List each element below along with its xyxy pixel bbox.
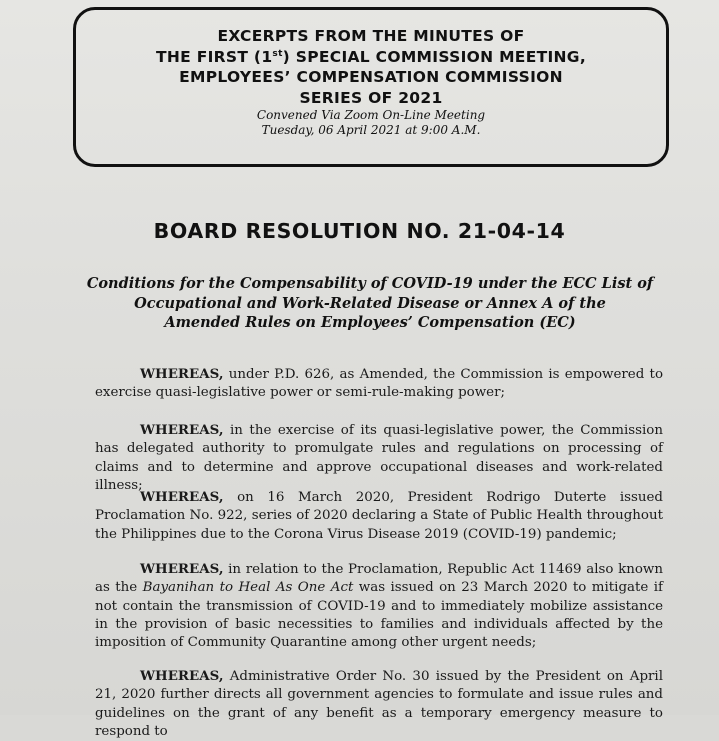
resolution-subject <box>60 274 680 333</box>
subject-line-3: Amended Rules on Employees’ Compensation (EC) <box>164 314 576 331</box>
header-line-5: Convened Via Zoom On-Line Meeting <box>256 108 486 122</box>
header-line-2 <box>76 47 666 68</box>
whereas-paragraph-5 <box>95 667 663 741</box>
whereas-paragraph-4 <box>95 560 663 652</box>
paragraph-text: in the exercise of its quasi-legislative power, the Commission has delegated authority to promulgate rules and regulations on processing of claims and to determine and approve occupational diseases and work-related illness; <box>95 423 663 493</box>
whereas-paragraph-2 <box>95 421 663 495</box>
header-line-6: Tuesday, 06 April 2021 at 9:00 A.M. <box>261 123 481 137</box>
paragraph-text: in relation to the Proclamation, Republic Act 11469 also known as the <box>95 562 663 596</box>
whereas-lead: WHEREAS, <box>140 489 224 505</box>
whereas-lead: WHEREAS, <box>140 366 224 382</box>
whereas-paragraph-3 <box>95 488 663 544</box>
resolution-title: BOARD RESOLUTION NO. 21-04-14 <box>153 219 566 243</box>
header-line-3: EMPLOYEES’ COMPENSATION COMMISSION <box>179 68 563 86</box>
paragraph-text: under P.D. 626, as Amended, the Commission is empowered to exercise quasi-legislative power or semi-rule-making power; <box>95 367 663 401</box>
whereas-lead: WHEREAS, <box>140 422 224 438</box>
header-line-2-suffix: ) SPECIAL COMMISSION MEETING, <box>282 47 587 66</box>
header-title <box>76 26 666 108</box>
header-line-1: EXCERPTS FROM THE MINUTES OF <box>217 27 525 45</box>
subject-line-2: Occupational and Work-Related Disease or Annex A of the <box>134 294 606 312</box>
whereas-lead: WHEREAS, <box>140 561 224 577</box>
header-line-4: SERIES OF 2021 <box>299 88 443 107</box>
minutes-header-box <box>73 7 669 167</box>
act-name: Bayanihan to Heal As One Act <box>142 580 354 596</box>
whereas-paragraph-1 <box>95 365 663 403</box>
whereas-lead: WHEREAS, <box>140 668 224 684</box>
paragraph-text: Administrative Order No. 30 issued by the President on April 21, 2020 further directs all government agencies to formulate and issue rules and guidelines on the grant of any benefit as a temporary emergency measure to respond to <box>95 669 663 739</box>
subject-line-1: Conditions for the Compensability of COVID-19 under the ECC List of <box>86 275 654 292</box>
header-meeting-info <box>76 108 666 138</box>
header-line-2-sup: st <box>272 48 283 59</box>
header-line-2-prefix: THE FIRST (1 <box>155 47 273 66</box>
paragraph-text: on 16 March 2020, President Rodrigo Duterte issued Proclamation No. 922, series of 2020 declaring a State of Public Health throughout the Philippines due to the Corona Virus Disease 2019 (COVID-19) pandemic; <box>95 490 663 542</box>
paragraph-text: was issued on 23 March 2020 to mitigate if not contain the transmission of COVID-19 and to immediately mobilize assistance in the provision of basic necessities to families and individuals affected by the imposition of Community Quarantine among other urgent needs; <box>95 580 663 651</box>
